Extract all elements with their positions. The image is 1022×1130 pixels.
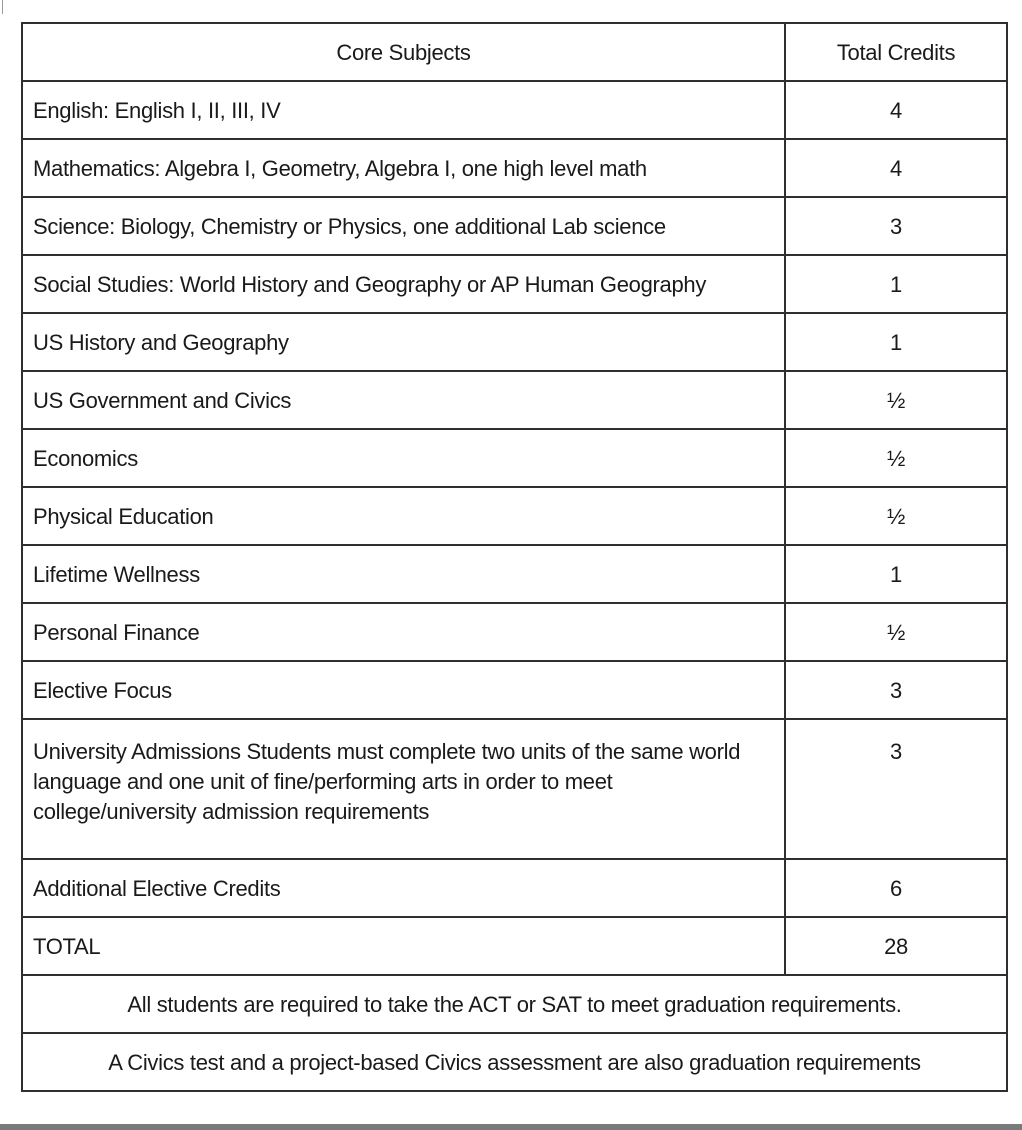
total-label-cell: TOTAL [22, 917, 785, 975]
credits-cell: 4 [785, 81, 1007, 139]
credits-cell: 3 [785, 661, 1007, 719]
subject-cell: Social Studies: World History and Geography or AP Human Geography [22, 255, 785, 313]
header-total-credits: Total Credits [785, 23, 1007, 81]
bottom-border-strip [0, 1124, 1022, 1130]
subject-cell: Additional Elective Credits [22, 859, 785, 917]
table-row [22, 545, 1007, 603]
total-row [22, 917, 1007, 975]
civics-requirement-note: A Civics test and a project-based Civics assessment are also graduation requirements [22, 1033, 1007, 1091]
table-row [22, 81, 1007, 139]
credits-cell: 1 [785, 255, 1007, 313]
table-row [22, 661, 1007, 719]
subject-cell: Mathematics: Algebra I, Geometry, Algebra I, one high level math [22, 139, 785, 197]
subject-cell: Physical Education [22, 487, 785, 545]
subject-cell: Personal Finance [22, 603, 785, 661]
table-row [22, 719, 1007, 859]
table-row [22, 139, 1007, 197]
table-row [22, 255, 1007, 313]
table-row [22, 487, 1007, 545]
subject-cell: Economics [22, 429, 785, 487]
note-row [22, 1033, 1007, 1091]
subject-cell: University Admissions Students must complete two units of the same world language and one unit of fine/performing arts in order to meet college/university admission requirements [22, 719, 785, 859]
credits-cell: 1 [785, 313, 1007, 371]
subject-cell: US Government and Civics [22, 371, 785, 429]
table-row [22, 859, 1007, 917]
subject-cell: Science: Biology, Chemistry or Physics, one additional Lab science [22, 197, 785, 255]
table-row [22, 197, 1007, 255]
credits-cell: ½ [785, 371, 1007, 429]
credits-cell: 4 [785, 139, 1007, 197]
table-header-row [22, 23, 1007, 81]
credits-cell: ½ [785, 603, 1007, 661]
subject-cell: Lifetime Wellness [22, 545, 785, 603]
credits-cell: 1 [785, 545, 1007, 603]
credits-cell: 3 [785, 719, 1007, 859]
subject-cell: US History and Geography [22, 313, 785, 371]
total-credits-cell: 28 [785, 917, 1007, 975]
graduation-credits-table [21, 22, 1008, 1092]
table-row [22, 603, 1007, 661]
page-edge-mark [2, 0, 3, 14]
credits-cell: 6 [785, 859, 1007, 917]
subject-cell: Elective Focus [22, 661, 785, 719]
credits-cell: ½ [785, 429, 1007, 487]
header-core-subjects: Core Subjects [22, 23, 785, 81]
subject-cell: English: English I, II, III, IV [22, 81, 785, 139]
credits-cell: 3 [785, 197, 1007, 255]
note-row [22, 975, 1007, 1033]
credits-cell: ½ [785, 487, 1007, 545]
table-row [22, 371, 1007, 429]
table-row [22, 429, 1007, 487]
table-row [22, 313, 1007, 371]
act-sat-requirement-note: All students are required to take the ACT or SAT to meet graduation requirements. [22, 975, 1007, 1033]
